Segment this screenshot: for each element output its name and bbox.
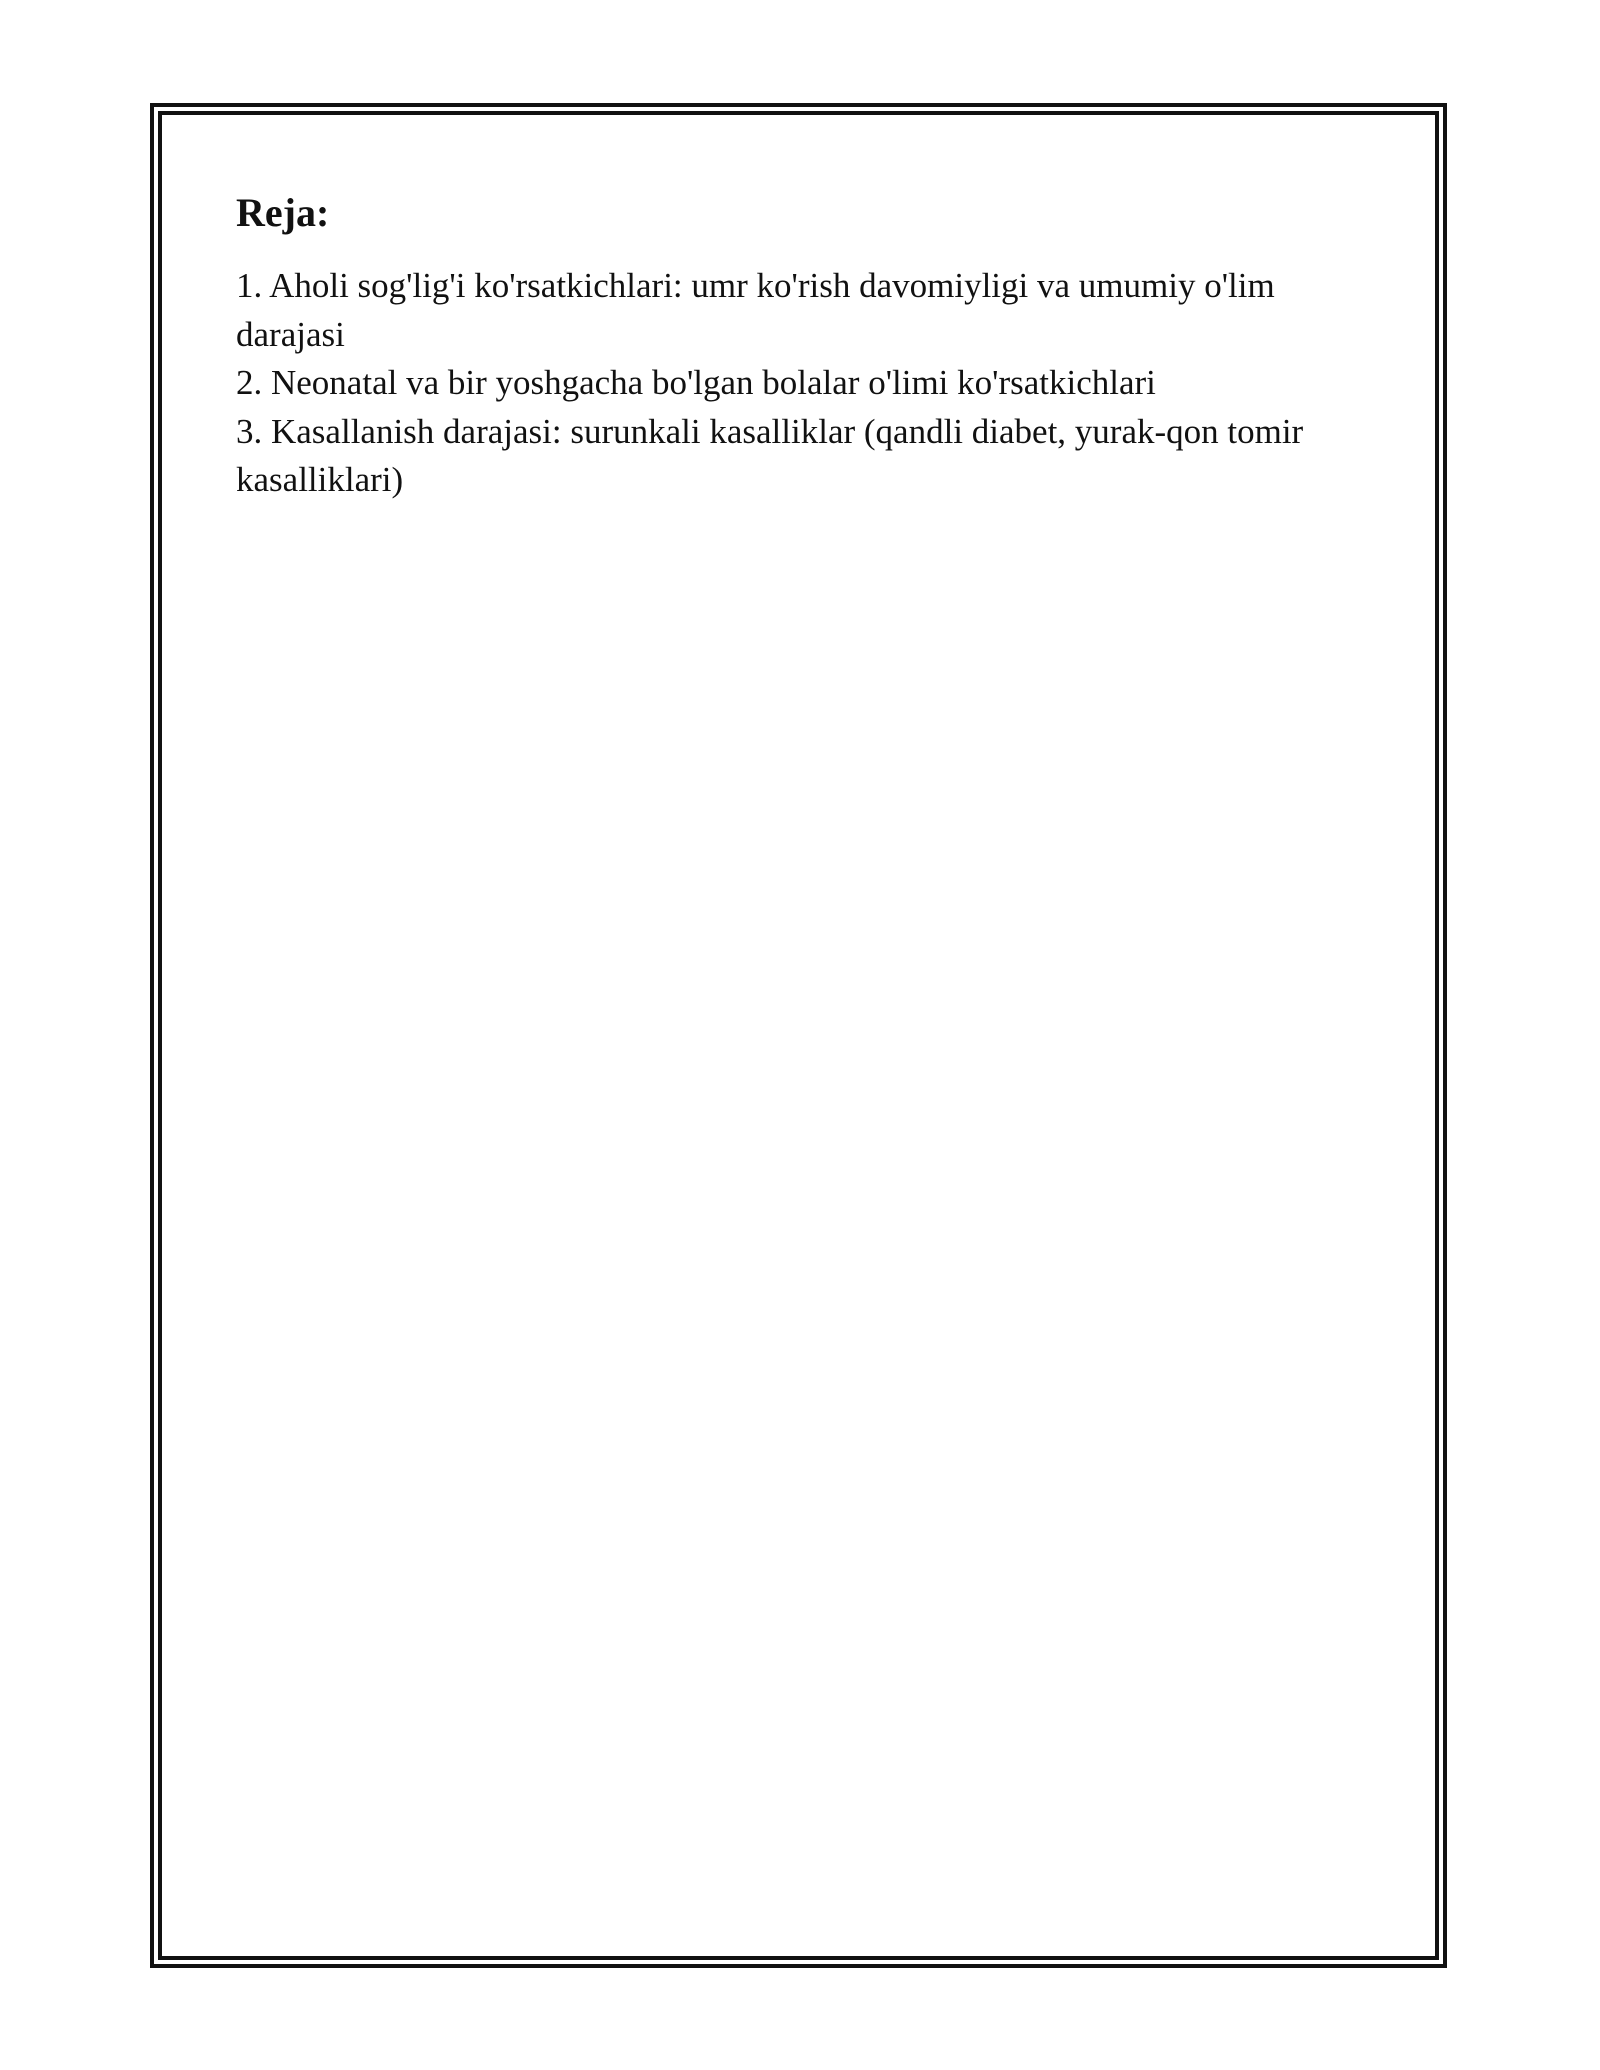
- plan-item-3: 3. Kasallanish darajasi: surunkali kasalliklar (qandli diabet, yurak-qon tomir kasalliklari): [236, 411, 1304, 499]
- document-content: [236, 188, 1366, 505]
- plan-heading: Reja:: [236, 190, 330, 235]
- plan-list: [236, 262, 1366, 505]
- plan-item-2: 2. Neonatal va bir yoshgacha bo'lgan bolalar o'limi ko'rsatkichlari: [236, 363, 1156, 402]
- plan-item-1: 1. Aholi sog'lig'i ko'rsatkichlari: umr ko'rish davomiyligi va umumiy o'lim darajasi: [236, 266, 1275, 354]
